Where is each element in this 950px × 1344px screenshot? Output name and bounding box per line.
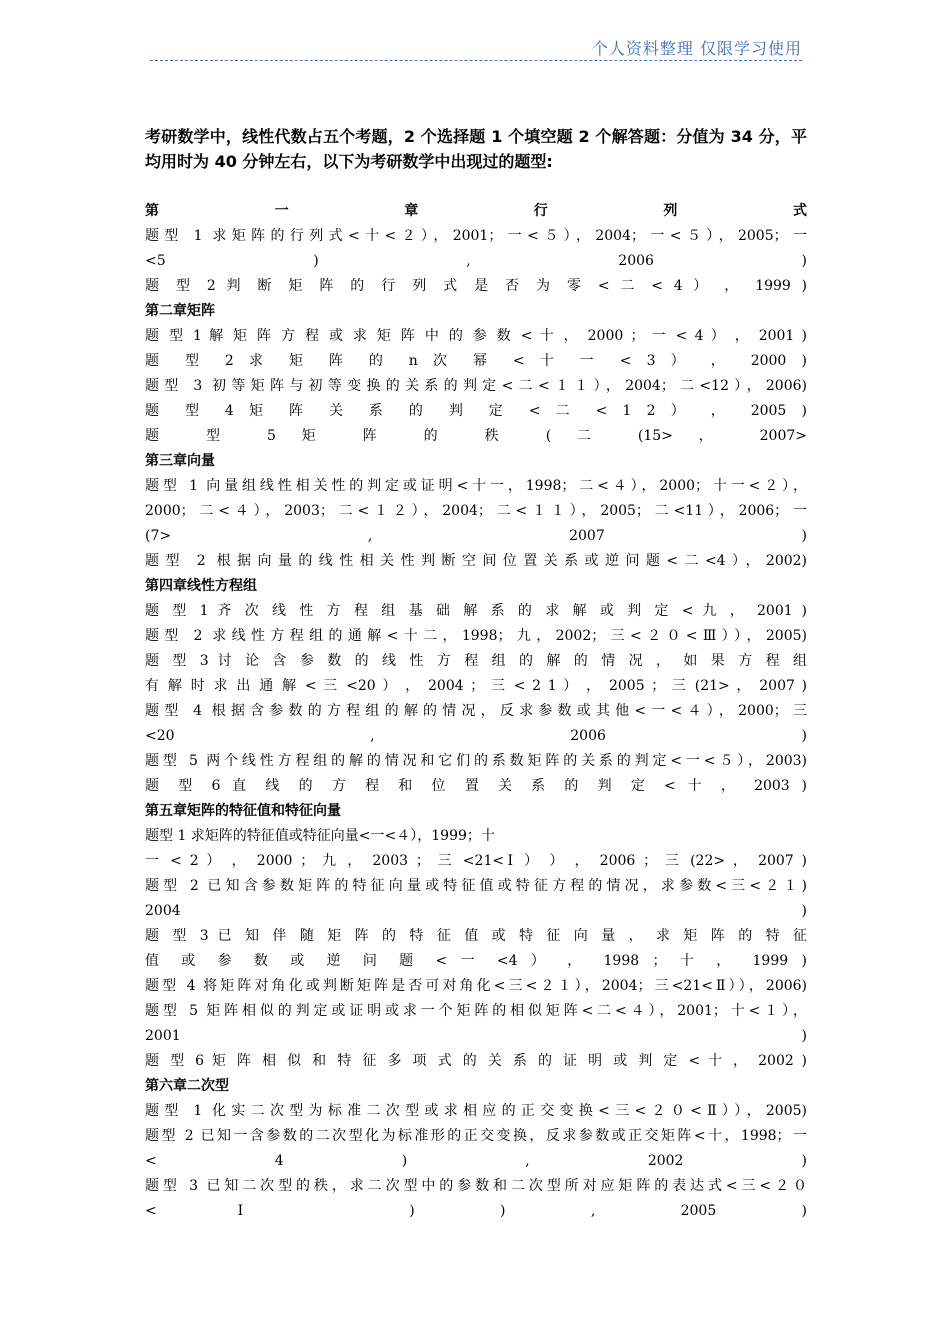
header-text: 个人资料整理 仅限学习使用 (591, 39, 802, 58)
text-line: <5 ) , 2006 ) (145, 253, 807, 269)
page-header (150, 36, 802, 61)
text-line: 2004 ) (145, 903, 807, 919)
chapter-heading: 第 一 章 行 列 式 (145, 203, 807, 219)
text-line: 题型 4 根据含参数的方程组的解的情况，反求参数或其他<一<４），2000；三 (145, 703, 807, 719)
text-line: 题 型 6 矩 阵 相 似 和 特 征 多 项 式 的 关 系 的 证 明 或 判 定 < 十 ， 2002 ) (145, 1053, 807, 1069)
text-line: 题 型 6 直 线 的 方 程 和 位 置 关 系 的 判 定 < 十 ， 2003 ) (145, 778, 807, 794)
chapter-heading: 第六章二次型 (145, 1078, 229, 1094)
text-line: 题型 1 向量组线性相关性的判定或证明<十一，1998；二<４），2000；十一<２）， (145, 478, 807, 494)
intro-paragraph: 考研数学中，线性代数占五个考题，2 个选择题 1 个填空题 2 个解答题：分值为 34 分，平均用时为 40 分钟左右，以下为考研数学中出现过的题型: (145, 127, 807, 171)
text-line: 题 型 2 求 矩 阵 的 n 次 幂 < 十 一 < 3 ） ， 2000 ) (145, 353, 807, 369)
chapter-heading: 第五章矩阵的特征值和特征向量 (145, 803, 341, 819)
chapter-heading: 第三章向量 (145, 453, 215, 469)
text-line: <20 , 2006 ) (145, 728, 807, 744)
text-line: 一 < 2 ） ， 2000 ； 九 ， 2003 ； 三 <21<Ⅰ ） ） ， 2006 ； 三 (22> ， 2007 ) (145, 853, 807, 869)
text-line: 题型 1 求矩阵的特征值或特征向量<一<４），1999；十 (145, 828, 495, 844)
text-line: 题 型 4 矩 阵 关 系 的 判 定 < 二 < 1 2 ） ， 2005 ) (145, 403, 807, 419)
text-line: 题型 2 已知一含参数的二次型化为标准形的正交变换，反求参数或正交矩阵<十，1998；一 (145, 1128, 807, 1144)
text-line: 题型 5 矩阵相似的判定或证明或求一个矩阵的相似矩阵<二<４），2001；十<１）， (145, 1003, 807, 1019)
text-line: 题型 4 将矩阵对角化或判断矩阵是否可对角化<三<２１），2004；三<21<Ⅱ）），2006) (145, 978, 807, 994)
text-line: 题 型 2 判 断 矩 阵 的 行 列 式 是 否 为 零 < 二 < 4 ） ， 1999 ) (145, 278, 807, 294)
text-line: 题型 1 求矩阵的行列式<十<２），2001；一<５），2004；一<５），2005；一 (145, 228, 807, 244)
text-line: <Ⅰ ) ) , 2005 ) (145, 1203, 807, 1219)
text-line: (7> , 2007 ) (145, 528, 807, 544)
text-line: 题 型 5 矩 阵 的 秩 ( 二 (15> ， 2007> (145, 428, 807, 444)
text-line: 题 型 1 齐 次 线 性 方 程 组 基 础 解 系 的 求 解 或 判 定 < 九 ， 2001 ) (145, 603, 807, 619)
text-line: 题型 3 初等矩阵与初等变换的关系的判定<二<１１），2004；二<12），2006) (145, 378, 807, 394)
text-line: 题 型 1 解 矩 阵 方 程 或 求 矩 阵 中 的 参 数 < 十 ， 2000 ； 一 < 4 ） ， 2001 ) (145, 328, 807, 344)
text-line: 有 解 时 求 出 通 解 < 三 <20 ） ， 2004 ； 三 < 2 1 ） ， 2005 ； 三 (21> ， 2007 ) (145, 678, 807, 694)
text-line: 值 或 参 数 或 逆 问 题 < 一 <4 ） ， 1998 ； 十 ， 1999 ) (145, 953, 807, 969)
text-line: 题 型 3 讨 论 含 参 数 的 线 性 方 程 组 的 解 的 情 况 ， 如 果 方 程 组 (145, 653, 807, 669)
chapter-heading: 第四章线性方程组 (145, 578, 257, 594)
text-line: 题型 2 求线性方程组的通解<十二，1998；九，2002；三<２０<Ⅲ）），2005) (145, 628, 807, 644)
text-line: 2000；二<４），2003；二<１２），2004；二<１１），2005；二<11），2006；一 (145, 503, 807, 519)
text-line: 题 型 3 已 知 伴 随 矩 阵 的 特 征 值 或 特 征 向 量 ， 求 矩 阵 的 特 征 (145, 928, 807, 944)
text-line: 题型 1 化实二次型为标准二次型或求相应的正交变换<三<２０<Ⅱ）），2005) (145, 1103, 807, 1119)
text-line: < 4 ) , 2002 ) (145, 1153, 807, 1169)
text-line: 2001 ) (145, 1028, 807, 1044)
text-line: 题型 2 根据向量的线性相关性判断空间位置关系或逆问题<二<4），2002) (145, 553, 807, 569)
text-line: 题型 5 两个线性方程组的解的情况和它们的系数矩阵的关系的判定<一<５），2003) (145, 753, 807, 769)
text-line: 题型 2 已知含参数矩阵的特征向量或特征值或特征方程的情况，求参数<三<２１) (145, 878, 807, 894)
text-line: 题型 3 已知二次型的秩，求二次型中的参数和二次型所对应矩阵的表达式<三<２０ (145, 1178, 807, 1194)
document-body (145, 124, 807, 1224)
chapter-heading: 第二章矩阵 (145, 303, 215, 319)
